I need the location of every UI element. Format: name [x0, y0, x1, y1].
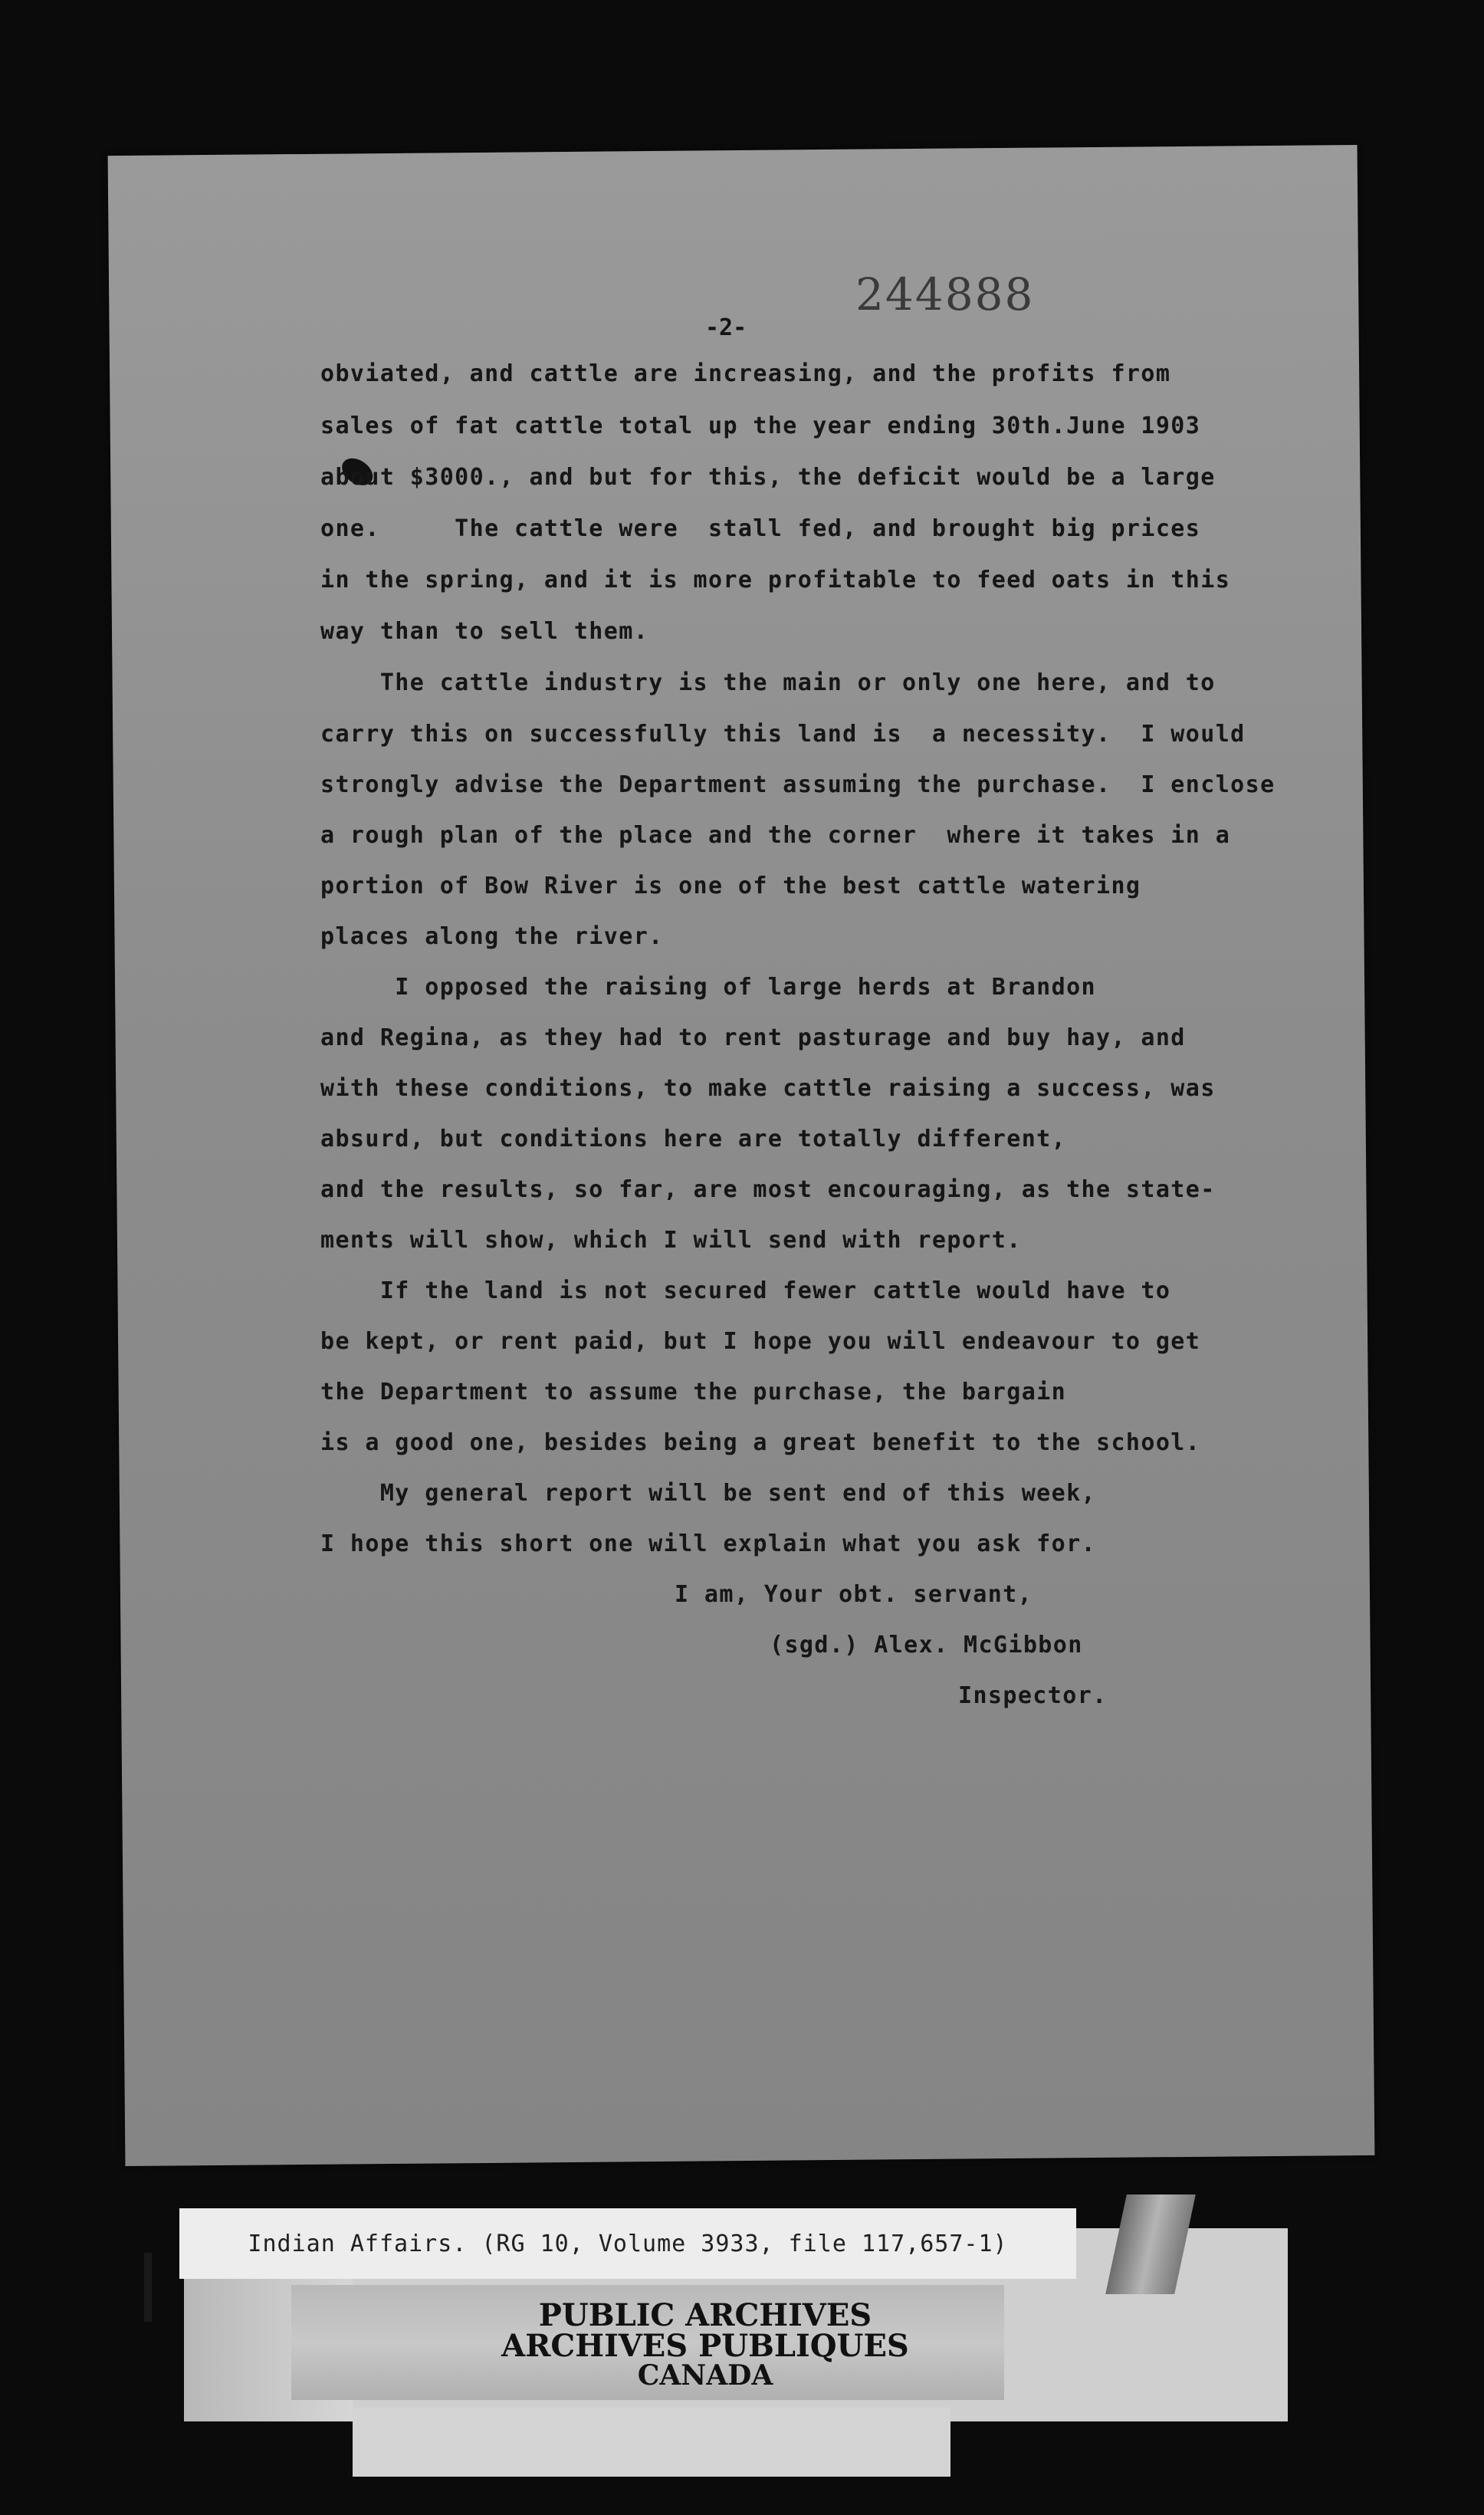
text-line: the Department to assume the purchase, the bargain [320, 1379, 1067, 1405]
text-line: with these conditions, to make cattle raising a success, was [320, 1075, 1216, 1102]
signatory-title: Inspector. [958, 1682, 1108, 1709]
document-page [108, 145, 1375, 2166]
signature: (sgd.) Alex. McGibbon [770, 1632, 1083, 1659]
text-line: carry this on successfully this land is a necessity. I would [320, 721, 1246, 748]
text-line: places along the river. [320, 923, 664, 950]
archives-line: CANADA [637, 2359, 773, 2392]
archive-number-stamp: 244888 [855, 268, 1035, 321]
text-line: The cattle industry is the main or only one here, and to [320, 669, 1216, 696]
text-line: one. The cattle were stall fed, and brought big prices [320, 515, 1201, 542]
text-line: in the spring, and it is more profitable to feed oats in this [320, 567, 1231, 593]
text-line: sales of fat cattle total up the year ending 30th.June 1903 [320, 413, 1201, 439]
text-line: ments will show, which I will send with report. [320, 1227, 1022, 1254]
closing-line: I am, Your obt. servant, [675, 1581, 1033, 1608]
archives-line: PUBLIC ARCHIVES [538, 2297, 872, 2333]
archives-line: ARCHIVES PUBLIQUES [501, 2328, 909, 2364]
text-line: If the land is not secured fewer cattle would have to [320, 1277, 1171, 1304]
footer-strip [353, 2408, 950, 2477]
footer-mark [144, 2253, 152, 2322]
reference-label [179, 2208, 1076, 2279]
archives-stamp [491, 2297, 920, 2392]
text-line: My general report will be sent end of this week, [320, 1480, 1096, 1507]
text-line: a rough plan of the place and the corner where it takes in a [320, 822, 1231, 849]
page-number: -2- [705, 314, 747, 341]
text-line: and Regina, as they had to rent pasturage and buy hay, and [320, 1024, 1186, 1051]
text-line: strongly advise the Department assuming the purchase. I enclose [320, 771, 1276, 798]
text-line: way than to sell them. [320, 618, 649, 645]
text-line: absurd, but conditions here are totally different, [320, 1126, 1067, 1152]
text-line: be kept, or rent paid, but I hope you will endeavour to get [320, 1328, 1201, 1355]
text-line: and the results, so far, are most encouraging, as the state- [320, 1176, 1216, 1203]
text-line: I opposed the raising of large herds at Brandon [320, 974, 1096, 1001]
text-line: is a good one, besides being a great benefit to the school. [320, 1429, 1201, 1456]
text-line: about $3000., and but for this, the deficit would be a large [320, 464, 1216, 491]
text-line: portion of Bow River is one of the best cattle watering [320, 873, 1141, 899]
reference-text: Indian Affairs. (RG 10, Volume 3933, file 117,657-1) [248, 2230, 1008, 2257]
text-line: obviated, and cattle are increasing, and the profits from [320, 360, 1171, 387]
text-line: I hope this short one will explain what you ask for. [320, 1530, 1096, 1557]
